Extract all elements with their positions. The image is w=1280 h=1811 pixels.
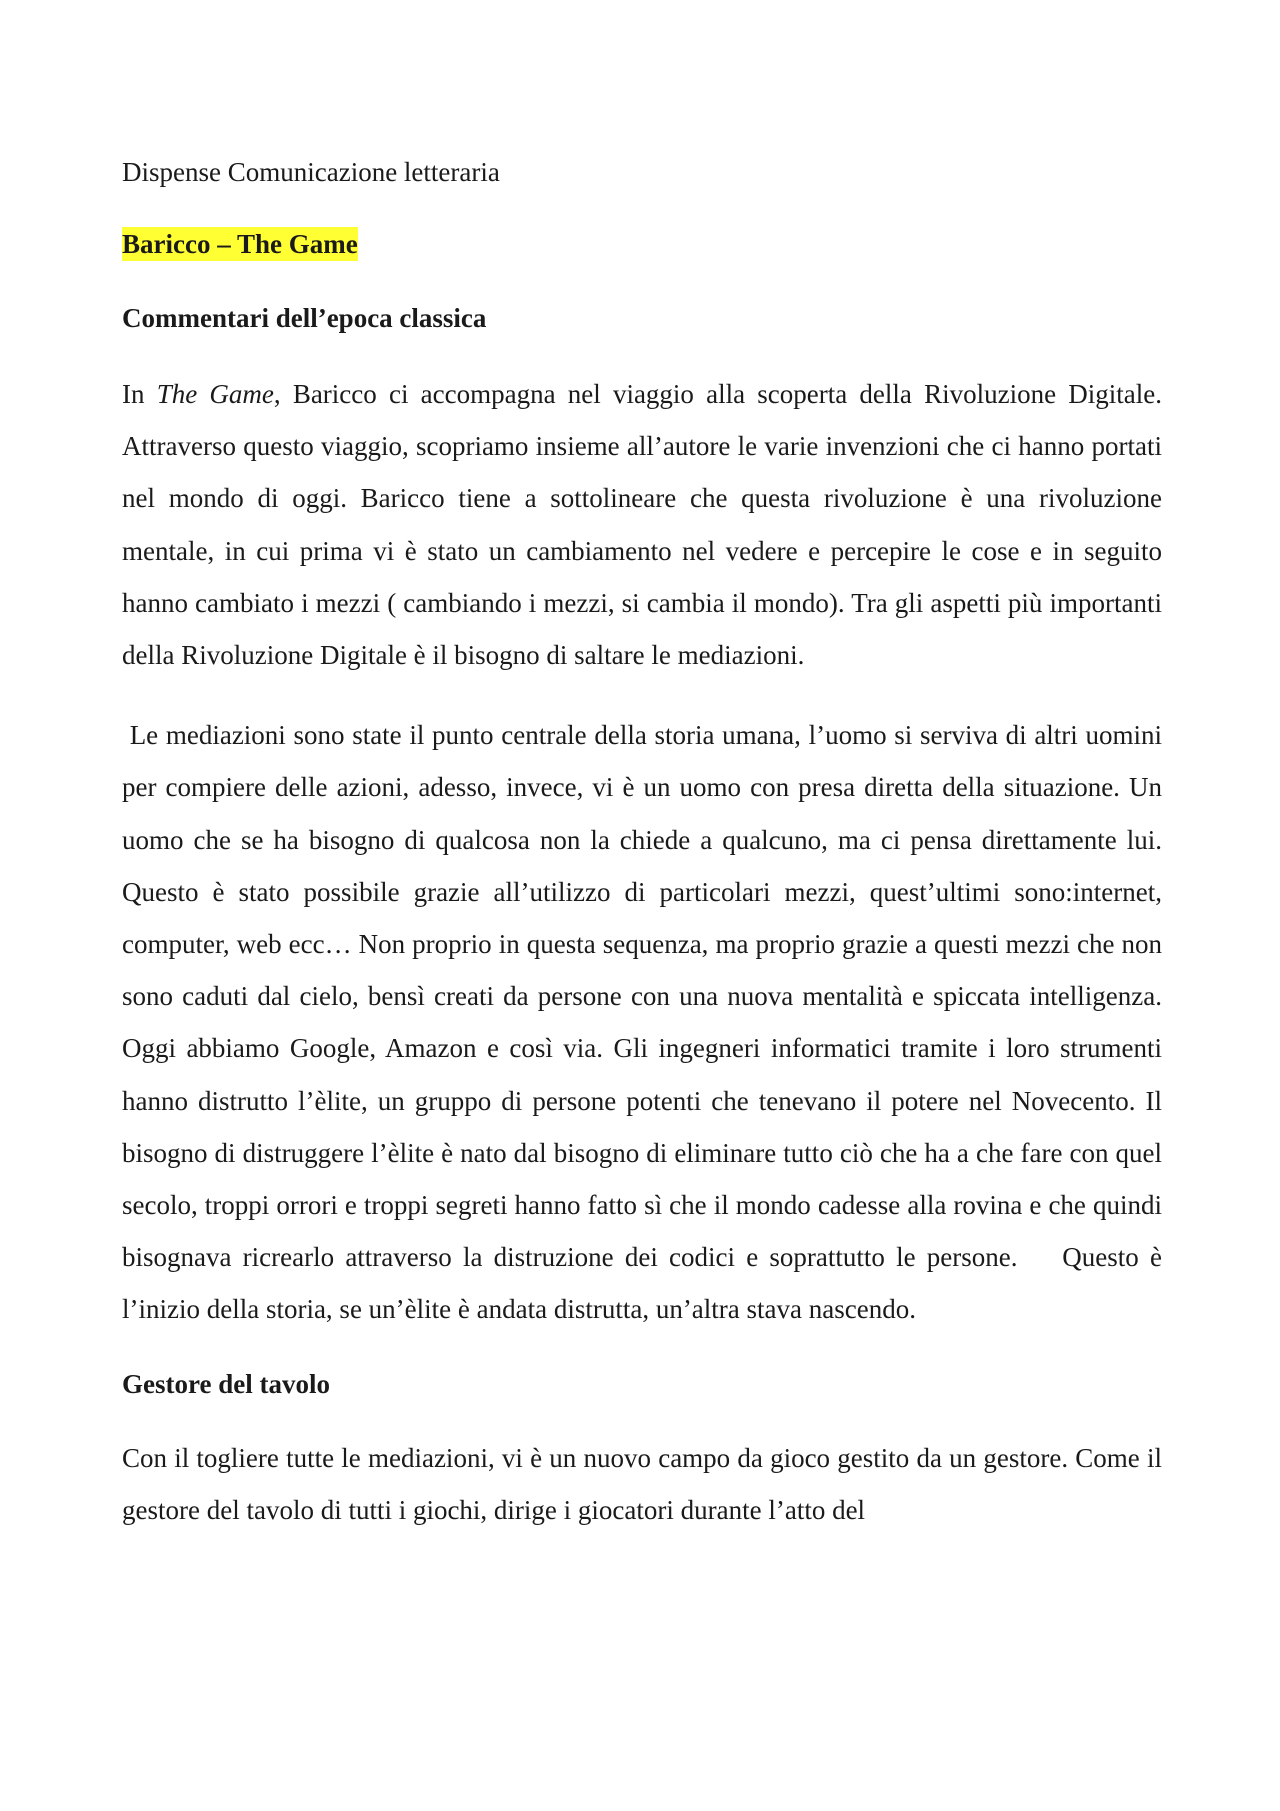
paragraph-mediazioni: Le mediazioni sono state il punto centrale della storia umana, l’uomo si serviva di altri uomini per compiere delle azioni, adesso, invece, vi è un uomo con presa diretta della situazione. Un uomo che se ha bisogno di qualcosa non la chiede a qualcuno, ma ci pensa direttamente lui. Questo è stato possibile grazie all’utilizzo di particolari mezzi, quest’ultimi sono:internet, computer, web ecc… Non proprio in questa sequenza, ma proprio grazie a questi mezzi che non sono caduti dal cielo, bensì creati da persone con una nuova mentalità e spiccata intelligenza. Oggi abbiamo Google, Amazon e così via. Gli ingegneri informatici tramite i loro strumenti hanno distrutto l’èlite, un gruppo di persone potenti che tenevano il potere nel Novecento. Il bisogno di distruggere l’èlite è nato dal bisogno di eliminare tutto ciò che ha a che fare con quel secolo, troppi orrori e troppi segreti hanno fatto sì che il mondo cadesse alla rovina e che quindi bisognava ricrearlo attraverso la distruzione dei codici e soprattutto le persone. Questo è l’inizio della storia, se un’èlite è andata distrutta, un’altra stava nascendo. (122, 720, 1162, 1325)
document-label: Dispense Comunicazione letteraria (122, 157, 500, 187)
document-title (122, 222, 1162, 266)
paragraph-gestore: Con il togliere tutte le mediazioni, vi è un nuovo campo da gioco gestito da un gestore. Come il gestore del tavolo di tutti i giochi, dirige i giocatori durante l’atto del (122, 1442, 1162, 1525)
book-title-italic: The Game (156, 379, 274, 409)
paragraph-intro (122, 368, 1162, 681)
highlighted-title: Baricco – The Game (122, 229, 358, 259)
document-page (122, 150, 1162, 1564)
section-heading-gestore: Gestore del tavolo (122, 1368, 330, 1399)
paragraph-intro-text: , Baricco ci accompagna nel viaggio alla scoperta della Rivoluzione Digitale. Attraverso questo viaggio, scopriamo insieme all’autore le varie invenzioni che ci hanno portati nel mondo di oggi. Baricco tiene a sottolineare che questa rivoluzione è una rivoluzione mentale, in cui prima vi è stato un cambiamento nel vedere e percepire le cose e in seguito hanno cambiato i mezzi ( cambiando i mezzi, si cambia il mondo). Tra gli aspetti più importanti della Rivoluzione Digitale è il bisogno di saltare le mediazioni. (122, 379, 1162, 671)
section-heading-commentari: Commentari dell’epoca classica (122, 303, 487, 333)
paragraph-intro-prefix: In (122, 379, 157, 409)
